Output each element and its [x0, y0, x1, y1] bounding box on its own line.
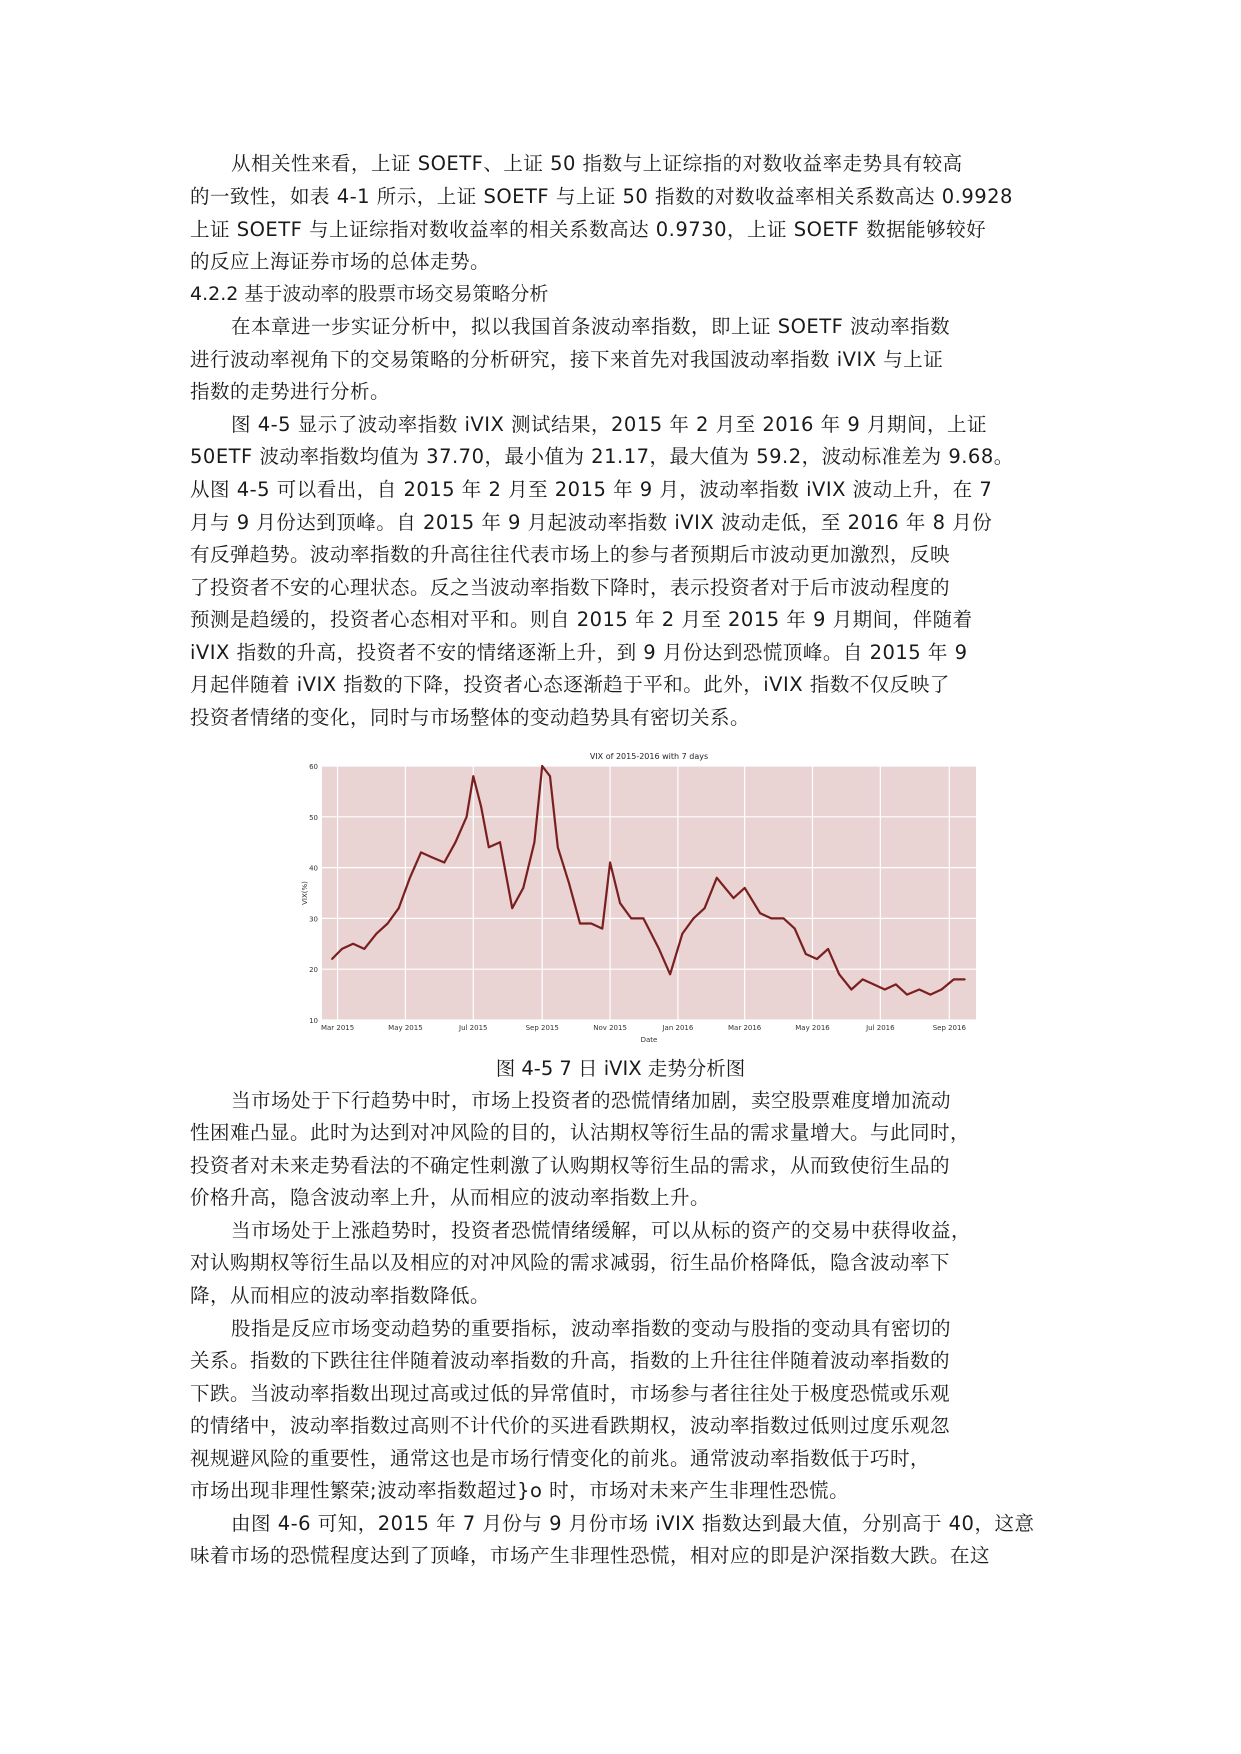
data-point — [568, 882, 570, 884]
data-point — [499, 841, 501, 843]
x-tick-label: Sep 2016 — [932, 1024, 966, 1032]
data-point — [352, 943, 354, 945]
data-point — [466, 816, 468, 818]
data-point — [744, 887, 746, 889]
data-point — [630, 918, 632, 920]
data-point — [918, 989, 920, 991]
data-point — [873, 984, 875, 986]
x-tick-label: Jan 2016 — [662, 1024, 694, 1032]
paragraph-3-line: 图 4-5 显示了波动率指数 iVIX 测试结果，2015 年 2 月至 2016 年 9 月期间，上证 — [231, 413, 987, 436]
plot-background — [322, 766, 976, 1020]
paragraph-2-line: 指数的走势进行分析。 — [190, 380, 391, 403]
x-tick-label: May 2016 — [795, 1024, 830, 1032]
y-tick-label: 40 — [309, 864, 318, 873]
data-point — [472, 775, 474, 777]
paragraph-6-line: 视规避风险的重要性，通常这也是市场行情变化的前兆。通常波动率指数低于巧时， — [190, 1447, 931, 1470]
paragraph-4-line: 价格升高，隐含波动率上升，从而相应的波动率指数上升。 — [190, 1186, 711, 1209]
data-point — [541, 765, 543, 767]
paragraph-3-line: 月与 9 月份达到顶峰。自 2015 年 9 月起波动率指数 iVIX 波动走低，至 2016 年 8 月份 — [190, 511, 993, 534]
y-tick-label: 30 — [309, 915, 318, 924]
data-point — [480, 806, 482, 808]
x-tick-label: Jul 2015 — [459, 1024, 488, 1032]
data-point — [941, 989, 943, 991]
data-point — [805, 953, 807, 955]
paragraph-3-line: 预测是趋缓的，投资者心态相对平和。则自 2015 年 2 月至 2015 年 9 月期间，伴随着 — [190, 608, 973, 631]
paragraph-3-line: 投资者情绪的变化，同时与市场整体的变动趋势具有密切关系。 — [190, 706, 751, 729]
data-point — [557, 846, 559, 848]
chart-title: VIX of 2015-2016 with 7 days — [589, 752, 709, 761]
x-tick-label: May 2015 — [388, 1024, 423, 1032]
x-tick-label: Nov 2015 — [593, 1024, 627, 1032]
data-point — [420, 851, 422, 853]
paragraph-3-line: iVIX 指数的升高，投资者不安的情绪逐渐上升，到 9 月份达到恐慌顶峰。自 2015 年 9 — [190, 641, 968, 664]
x-tick-label: Mar 2015 — [320, 1024, 355, 1032]
data-point — [579, 923, 581, 925]
paragraph-6-line: 市场出现非理性繁荣;波动率指数超过}o 时，市场对未来产生非理性恐慌。 — [190, 1479, 850, 1502]
paragraph-6-line: 下跌。当波动率指数出现过高或过低的异常值时，市场参与者往往处于极度恐慌或乐观 — [190, 1382, 951, 1405]
data-point — [716, 877, 718, 879]
data-point — [704, 907, 706, 909]
data-point — [953, 978, 955, 980]
data-point — [488, 846, 490, 848]
data-point — [929, 994, 931, 996]
data-point — [906, 994, 908, 996]
paragraph-1-line: 从相关性来看，上证 SOETF、上证 50 指数与上证综指的对数收益率走势具有较高 — [231, 152, 963, 175]
paragraph-2-line: 进行波动率视角下的交易策略的分析研究，接下来首先对我国波动率指数 iVIX 与上证 — [190, 348, 944, 371]
data-point — [455, 841, 457, 843]
data-point — [511, 907, 513, 909]
data-point — [409, 877, 411, 879]
data-point — [522, 887, 524, 889]
data-point — [376, 933, 378, 935]
data-point — [619, 902, 621, 904]
data-point — [759, 912, 761, 914]
data-point — [363, 948, 365, 950]
y-tick-label: 20 — [309, 966, 318, 975]
x-axis-label: Date — [640, 1036, 658, 1044]
figure-caption: 图 4-5 7 日 iVIX 走势分析图 — [495, 1057, 746, 1080]
data-point — [658, 948, 660, 950]
paragraph-3-line: 50ETF 波动率指数均值为 37.70，最小值为 21.17，最大值为 59.2，波动标准差为 9.68。 — [190, 445, 1014, 468]
data-point — [590, 923, 592, 925]
line-chart — [300, 748, 980, 1048]
paragraph-3-line: 了投资者不安的心理状态。反之当波动率指数下降时，表示投资者对于后市波动程度的 — [190, 576, 951, 599]
x-tick-label: Mar 2016 — [728, 1024, 762, 1032]
paragraph-6-line: 关系。指数的下跌往往伴随着波动率指数的升高，指数的上升往往伴随着波动率指数的 — [190, 1349, 951, 1372]
paragraph-4-line: 投资者对未来走势看法的不确定性刺激了认购期权等衍生品的需求，从而致使衍生品的 — [190, 1154, 951, 1177]
data-point — [851, 989, 853, 991]
data-point — [693, 918, 695, 920]
y-tick-label: 60 — [309, 763, 318, 771]
data-point — [331, 958, 333, 960]
y-axis-label: VIX(%) — [301, 881, 309, 905]
data-point — [681, 933, 683, 935]
section-heading: 4.2.2 基于波动率的股票市场交易策略分析 — [190, 283, 549, 305]
data-point — [895, 984, 897, 986]
data-point — [601, 928, 603, 930]
paragraph-3-line: 有反弹趋势。波动率指数的升高往往代表市场上的参与者预期后市波动更加激烈，反映 — [190, 543, 951, 566]
x-tick-label: Sep 2015 — [525, 1024, 559, 1032]
paragraph-5-line: 对认购期权等衍生品以及相应的对冲风险的需求减弱，衍生品价格降低，隐含波动率下 — [190, 1251, 951, 1274]
paragraph-6-line: 股指是反应市场变动趋势的重要指标，波动率指数的变动与股指的变动具有密切的 — [231, 1317, 952, 1340]
paragraph-4-line: 性困难凸显。此时为达到对冲风险的目的，认沽期权等衍生品的需求量增大。与此同时， — [190, 1121, 971, 1144]
data-point — [534, 841, 536, 843]
y-tick-label: 50 — [309, 813, 318, 822]
data-point — [398, 907, 400, 909]
data-point — [862, 978, 864, 980]
data-point — [549, 775, 551, 777]
paragraph-5-line: 降，从而相应的波动率指数降低。 — [190, 1284, 491, 1307]
data-point — [431, 857, 433, 859]
paragraph-4-line: 当市场处于下行趋势中时，市场上投资者的恐慌情绪加剧，卖空股票难度增加流动 — [231, 1089, 952, 1112]
data-point — [838, 973, 840, 975]
paragraph-6-line: 的情绪中，波动率指数过高则不计代价的买进看跌期权，波动率指数过低则过度乐观忽 — [190, 1414, 951, 1437]
paragraph-3-line: 月起伴随着 iVIX 指数的下降，投资者心态逐渐趋于平和。此外，iVIX 指数不仅反映了 — [190, 673, 950, 696]
paragraph-1-line: 的一致性，如表 4-1 所示，上证 SOETF 与上证 50 指数的对数收益率相关系数高达 0.9928 — [190, 185, 1013, 208]
figure-vix-chart — [300, 748, 980, 1048]
x-tick-label: Jul 2016 — [866, 1024, 895, 1032]
paragraph-7-line: 由图 4-6 可知，2015 年 7 月份与 9 月份市场 iVIX 指数达到最大值，分别高于 40，这意 — [231, 1512, 1035, 1535]
data-point — [443, 862, 445, 864]
paragraph-1-line: 的反应上海证券市场的总体走势。 — [190, 250, 491, 273]
data-point — [794, 928, 796, 930]
data-point — [770, 918, 772, 920]
data-point — [783, 918, 785, 920]
data-point — [669, 973, 671, 975]
data-point — [733, 897, 735, 899]
y-tick-label: 10 — [309, 1017, 318, 1025]
data-point — [884, 989, 886, 991]
data-point — [609, 862, 611, 864]
data-point — [816, 958, 818, 960]
paragraph-7-line: 味着市场的恐慌程度达到了顶峰，市场产生非理性恐慌，相对应的即是沪深指数大跌。在这 — [190, 1544, 991, 1567]
data-point — [643, 918, 645, 920]
paragraph-1-line: 上证 SOETF 与上证综指对数收益率的相关系数高达 0.9730，上证 SOETF 数据能够较好 — [190, 218, 987, 241]
paragraph-2-line: 在本章进一步实证分析中，拟以我国首条波动率指数，即上证 SOETF 波动率指数 — [231, 315, 951, 338]
data-point — [387, 923, 389, 925]
data-point — [827, 948, 829, 950]
paragraph-5-line: 当市场处于上涨趋势时，投资者恐慌情绪缓解，可以从标的资产的交易中获得收益， — [231, 1219, 972, 1242]
data-point — [964, 978, 966, 980]
paragraph-3-line: 从图 4-5 可以看出，自 2015 年 2 月至 2015 年 9 月，波动率指数 iVIX 波动上升，在 7 — [190, 478, 993, 501]
data-point — [341, 948, 343, 950]
